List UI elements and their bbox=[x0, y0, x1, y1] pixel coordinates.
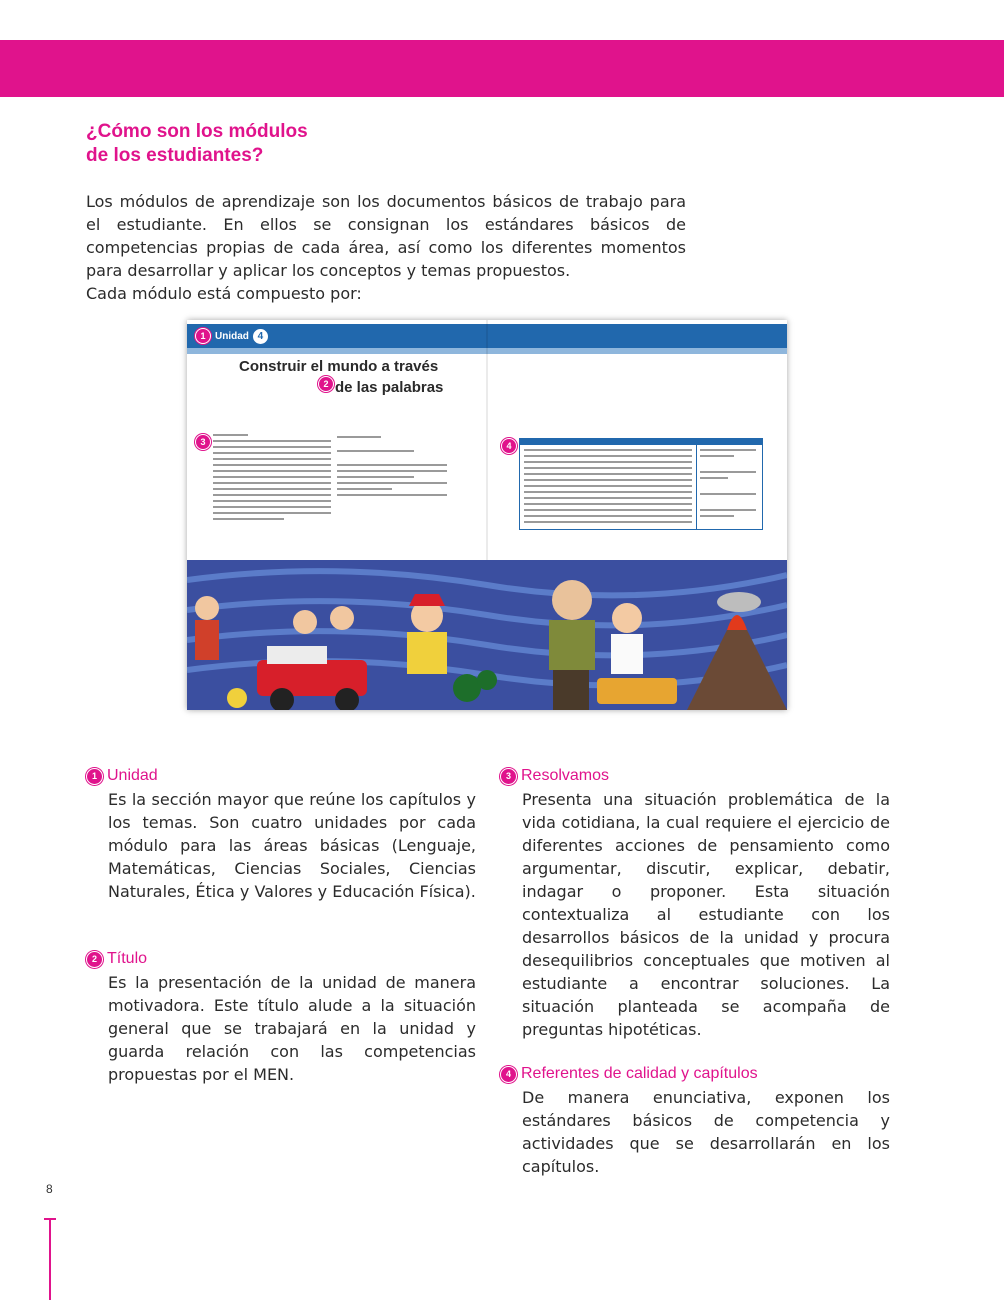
section-resolvamos bbox=[500, 766, 890, 1041]
module-spread-image bbox=[187, 320, 787, 710]
questions-text-block bbox=[337, 436, 447, 500]
section-referentes bbox=[500, 1064, 890, 1178]
section-titulo bbox=[86, 949, 476, 1086]
page-title-line-1: ¿Cómo son los módulos bbox=[86, 121, 308, 142]
section-3-number-icon: 3 bbox=[500, 768, 517, 785]
section-1-number-icon: 1 bbox=[86, 768, 103, 785]
section-1-label: Unidad bbox=[107, 767, 158, 784]
marker-2-icon: 2 bbox=[318, 376, 334, 392]
section-4-number-icon: 4 bbox=[500, 1066, 517, 1083]
margin-rule bbox=[49, 1218, 51, 1300]
section-unidad bbox=[86, 766, 476, 903]
section-2-body: Es la presentación de la unidad de manera motivadora. Este título alude a la situación general que se trabajará en la unidad y guarda relación con las competencias propuestas por el MEN. bbox=[108, 973, 476, 1084]
page-number: 8 bbox=[46, 1182, 53, 1196]
spread-title-line-1: Construir el mundo a través bbox=[239, 358, 439, 375]
intro-paragraph-2: Cada módulo está compuesto por: bbox=[86, 284, 362, 303]
spread-title bbox=[239, 356, 469, 398]
section-1-body: Es la sección mayor que reúne los capítulos y los temas. Son cuatro unidades por cada módulo para las áreas básicas (Lenguaje, Matemáticas, Ciencias Sociales, Ciencias Naturales, Ética y Valores y Educación Física). bbox=[108, 790, 476, 901]
section-3-label: Resolvamos bbox=[521, 767, 610, 784]
illustration-scene bbox=[187, 560, 787, 710]
resolvamos-text-block bbox=[213, 434, 331, 524]
intro-paragraph-1: Los módulos de aprendizaje son los documentos básicos de trabajo para el estudiante. En ellos se consignan los estándares básicos de competencias propias de cada área, así como los diferentes momentos para desarrollar y aplicar los conceptos y temas propuestos. bbox=[86, 192, 686, 280]
section-2-number-icon: 2 bbox=[86, 951, 103, 968]
section-4-label: Referentes de calidad y capítulos bbox=[521, 1065, 758, 1082]
intro-text bbox=[86, 190, 686, 305]
spread-title-line-2: de las palabras bbox=[335, 379, 444, 396]
quality-references-table bbox=[519, 438, 763, 530]
unit-badge bbox=[195, 328, 268, 344]
section-2-label: Título bbox=[107, 950, 148, 967]
unit-badge-number: 4 bbox=[253, 329, 268, 344]
unit-badge-label: Unidad bbox=[215, 330, 249, 342]
marker-3-icon: 3 bbox=[195, 434, 211, 450]
marker-4-icon: 4 bbox=[501, 438, 517, 454]
section-4-body: De manera enunciativa, exponen los estándares básicos de competencia y actividades que se desarrollarán en los capítulos. bbox=[522, 1088, 890, 1176]
marker-1-icon: 1 bbox=[195, 328, 211, 344]
section-3-body: Presenta una situación problemática de la vida cotidiana, la cual requiere el ejercicio de diferentes acciones de pensamiento como argumentar, discutir, explicar, debatir, indagar o proponer. Esta situación contextualiza al estudiante con los desarrollos básicos de la unidad y procura desequilibrios conceptuales que motiven al estudiante a encontrar soluciones. La situación planteada se acompaña de preguntas hipotéticas. bbox=[522, 790, 890, 1039]
page-title bbox=[86, 120, 486, 168]
page-title-line-2: de los estudiantes? bbox=[86, 145, 264, 166]
header-bar bbox=[0, 40, 1004, 97]
